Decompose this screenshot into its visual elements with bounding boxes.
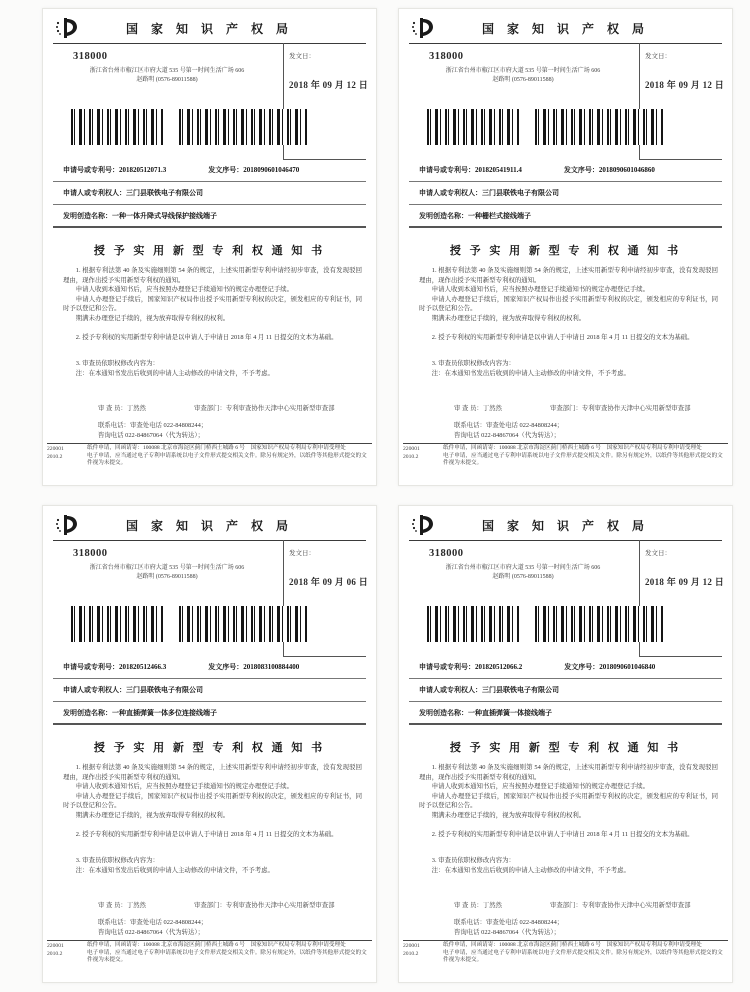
agency-title: 国 家 知 识 产 权 局 xyxy=(125,21,293,36)
barcode xyxy=(535,606,663,642)
body-paragraph-2: 2. 授予专利权的实用新型专利申请是以申请人于申请日 2018 年 4 月 11 日提交的文本为基础。 xyxy=(75,830,338,838)
barcode xyxy=(179,606,307,642)
form-code-2: 2010.2 xyxy=(403,454,419,460)
recipient-address xyxy=(417,67,629,85)
dispatch-date-value: 2018 年 09 月 12 日 xyxy=(645,577,725,587)
mailing-instructions xyxy=(87,445,368,468)
invention-name-value: 一种直插弹簧一体接线端子 xyxy=(468,708,552,717)
mailing-instructions-line-1: 纸件申请，回函请寄：100088 北京市海淀区蓟门桥西土城路 6 号 国家知识产权局专利局专利申请受理处 xyxy=(87,942,346,948)
dispatch-date-cell xyxy=(645,548,725,588)
application-number-row xyxy=(53,159,366,182)
examiner-label: 审 查 员： xyxy=(454,902,483,909)
mailing-instructions xyxy=(443,942,724,965)
dispatch-date-value: 2018 年 09 月 12 日 xyxy=(645,80,725,90)
notice-body xyxy=(63,763,362,875)
footer-rule xyxy=(403,940,728,941)
recipient-postal-code: 318000 xyxy=(429,51,464,62)
dispatch-number-value: 2018090601046470 xyxy=(243,166,300,174)
applicant-label: 申请人或专利权人： xyxy=(63,189,126,197)
department xyxy=(194,900,335,909)
examiner-label: 审 查 员： xyxy=(454,405,483,412)
recipient-address-line1: 浙江省台州市椒江区市府大道 535 号第一时间生活广场 606 xyxy=(89,565,245,571)
barcode xyxy=(71,606,163,642)
invention-name-label: 发明创造名称： xyxy=(419,211,468,220)
footer-rule xyxy=(403,443,728,444)
department xyxy=(194,403,335,412)
application-number-value: 201820541911.4 xyxy=(475,166,522,174)
department-name: 专利审查协作天津中心实用新型审查部 xyxy=(581,902,691,909)
body-paragraph-3-line-2: 注：在本通知书发出后收到的申请人主动修改的申请文件，不予考虑。 xyxy=(75,866,274,874)
patent-notice-document xyxy=(398,505,733,983)
body-paragraph-3-line-1: 3. 审查员依职权修改内容为： xyxy=(431,857,515,865)
applicant-label: 申请人或专利权人： xyxy=(419,189,482,197)
body-paragraph-1-line-2: 申请人收到本通知书后，应当按照办理登记手续通知书的规定办理登记手续。 xyxy=(431,286,650,294)
recipient-address-line2: 赵路明 (0576-89011588) xyxy=(492,574,554,580)
notice-title: 授 予 实 用 新 型 专 利 权 通 知 书 xyxy=(93,742,326,754)
form-code-2: 2010.2 xyxy=(403,951,419,957)
dispatch-date-cell xyxy=(645,51,725,91)
mailing-instructions xyxy=(443,445,724,468)
body-paragraph-1-line-3: 申请人办理登记手续后，国家知识产权局作出授予实用新型专利权的决定，颁发相应的专利证书，同时予以登记和公告。 xyxy=(419,792,718,810)
dispatch-date-value: 2018 年 09 月 12 日 xyxy=(289,80,369,90)
body-paragraph-3-line-2: 注：在本通知书发出后收到的申请人主动修改的申请文件，不予考虑。 xyxy=(75,369,274,377)
recipient-address xyxy=(61,67,273,85)
form-code-1: 220001 xyxy=(47,446,64,452)
application-number-label: 申请号或专利号： xyxy=(63,166,119,174)
examiner xyxy=(454,403,502,412)
department-label: 审查部门： xyxy=(549,405,582,412)
notice-title: 授 予 实 用 新 型 专 利 权 通 知 书 xyxy=(449,245,682,257)
sipo-logo-icon xyxy=(411,513,435,537)
application-number-row xyxy=(53,656,366,679)
department-name: 专利审查协作天津中心实用新型审查部 xyxy=(225,902,335,909)
mailing-instructions-line-1: 纸件申请，回函请寄：100088 北京市海淀区蓟门桥西土城路 6 号 国家知识产权局专利局专利申请受理处 xyxy=(443,942,702,948)
dispatch-number-value: 2018090601046860 xyxy=(598,166,655,174)
application-number-row xyxy=(409,656,722,679)
mailing-instructions xyxy=(87,942,368,965)
barcode xyxy=(427,606,519,642)
recipient-address-line1: 浙江省台州市椒江区市府大道 535 号第一时间生活广场 606 xyxy=(445,68,601,74)
contact-line-2: 咨询电话 022-84867064（代为转达）； xyxy=(98,929,204,936)
patent-notice-document xyxy=(42,505,377,983)
department xyxy=(550,900,691,909)
contact-line-2: 咨询电话 022-84867064（代为转达）； xyxy=(454,929,560,936)
recipient-address xyxy=(61,564,273,582)
body-paragraph-2: 2. 授予专利权的实用新型专利申请是以申请人于申请日 2018 年 4 月 11 日提交的文本为基础。 xyxy=(431,333,694,341)
body-paragraph-3-line-1: 3. 审查员依职权修改内容为： xyxy=(75,360,159,368)
agency-title: 国 家 知 识 产 权 局 xyxy=(125,518,293,533)
dispatch-date-cell xyxy=(289,548,369,588)
mailing-instructions-line-2: 电子申请，应当通过电子专利申请系统以电子文件形式提交相关文件。除另有规定外，以纸件等其他形式提交的文件视为未提交。 xyxy=(87,452,367,466)
department-label: 审查部门： xyxy=(549,902,582,909)
patent-notice-document xyxy=(398,8,733,486)
footer-rule xyxy=(47,443,372,444)
body-paragraph-1-line-3: 申请人办理登记手续后，国家知识产权局作出授予实用新型专利权的决定，颁发相应的专利证书，同时予以登记和公告。 xyxy=(419,295,718,313)
signature-row xyxy=(454,403,718,412)
barcode xyxy=(427,109,519,145)
header-rule xyxy=(409,43,722,44)
footer xyxy=(403,942,724,965)
footer-rule xyxy=(47,940,372,941)
dispatch-number-label: 发文序号： xyxy=(208,166,244,174)
applicant-value: 三门县联铁电子有限公司 xyxy=(126,686,203,694)
department xyxy=(550,403,691,412)
invention-name-label: 发明创造名称： xyxy=(63,211,112,220)
recipient-address-line2: 赵路明 (0576-89011588) xyxy=(136,574,198,580)
invention-name-label: 发明创造名称： xyxy=(419,708,468,717)
invention-name-value: 一种直插弹簧一体多位连接线端子 xyxy=(112,708,217,717)
form-codes xyxy=(47,942,87,965)
recipient-address-line1: 浙江省台州市椒江区市府大道 535 号第一时间生活广场 606 xyxy=(89,68,245,74)
body-paragraph-1-line-1: 1. 根据专利法第 40 条及实施细则第 54 条的规定，上述实用新型专利申请经初步审查，没有发现驳回理由，现作出授予实用新型专利权的通知。 xyxy=(419,764,718,781)
invention-name-value: 一种栅栏式接线端子 xyxy=(468,211,531,220)
header-rule xyxy=(409,540,722,541)
dispatch-date-label: 发文日： xyxy=(289,550,315,557)
contact-info xyxy=(98,421,207,441)
agency-title: 国 家 知 识 产 权 局 xyxy=(481,21,649,36)
document-header xyxy=(55,512,364,538)
invention-name-row xyxy=(53,205,366,228)
examiner xyxy=(454,900,502,909)
examiner-label: 审 查 员： xyxy=(98,405,127,412)
field-table xyxy=(53,656,366,725)
examiner xyxy=(98,403,146,412)
contact-info xyxy=(98,918,207,938)
body-paragraph-3-line-2: 注：在本通知书发出后收到的申请人主动修改的申请文件，不予考虑。 xyxy=(431,866,630,874)
form-code-1: 220001 xyxy=(403,943,420,949)
body-paragraph-1-line-1: 1. 根据专利法第 40 条及实施细则第 54 条的规定，上述实用新型专利申请经初步审查，没有发现驳回理由，现作出授予实用新型专利权的通知。 xyxy=(419,267,718,284)
application-number-label: 申请号或专利号： xyxy=(419,166,475,174)
recipient-address xyxy=(417,564,629,582)
examiner-name: 丁然然 xyxy=(126,405,146,412)
examiner-name: 丁然然 xyxy=(482,405,502,412)
barcode xyxy=(179,109,307,145)
invention-name-row xyxy=(53,702,366,725)
document-header xyxy=(411,512,720,538)
signature-row xyxy=(98,900,362,909)
footer xyxy=(403,445,724,468)
mailing-instructions-line-1: 纸件申请，回函请寄：100088 北京市海淀区蓟门桥西土城路 6 号 国家知识产权局专利局专利申请受理处 xyxy=(87,445,346,451)
field-table xyxy=(409,159,722,228)
body-paragraph-1-line-3: 申请人办理登记手续后，国家知识产权局作出授予实用新型专利权的决定，颁发相应的专利证书，同时予以登记和公告。 xyxy=(63,792,362,810)
field-table xyxy=(53,159,366,228)
notice-body xyxy=(419,763,718,875)
invention-name-row xyxy=(409,205,722,228)
applicant-row xyxy=(409,679,722,702)
recipient-postal-code: 318000 xyxy=(73,51,108,62)
body-paragraph-3-line-1: 3. 审查员依职权修改内容为： xyxy=(75,857,159,865)
body-paragraph-3-line-1: 3. 审查员依职权修改内容为： xyxy=(431,360,515,368)
body-paragraph-1-line-4: 期满未办理登记手续的，视为放弃取得专利权的权利。 xyxy=(431,314,586,322)
dispatch-number-label: 发文序号： xyxy=(563,166,599,174)
applicant-value: 三门县联铁电子有限公司 xyxy=(482,686,559,694)
contact-info xyxy=(454,421,563,441)
mailing-instructions-line-2: 电子申请，应当通过电子专利申请系统以电子文件形式提交相关文件。除另有规定外，以纸件等其他形式提交的文件视为未提交。 xyxy=(87,949,367,963)
document-header xyxy=(411,15,720,41)
invention-name-row xyxy=(409,702,722,725)
barcode xyxy=(535,109,663,145)
form-code-2: 2010.2 xyxy=(47,454,63,460)
applicant-value: 三门县联铁电子有限公司 xyxy=(482,189,559,197)
notice-title: 授 予 实 用 新 型 专 利 权 通 知 书 xyxy=(93,245,326,257)
examiner-label: 审 查 员： xyxy=(98,902,127,909)
applicant-row xyxy=(53,679,366,702)
dispatch-date-value: 2018 年 09 月 06 日 xyxy=(289,577,369,587)
header-rule xyxy=(53,43,366,44)
examiner-name: 丁然然 xyxy=(482,902,502,909)
application-number-row xyxy=(409,159,722,182)
body-paragraph-1-line-4: 期满未办理登记手续的，视为放弃取得专利权的权利。 xyxy=(75,314,230,322)
dispatch-date-cell xyxy=(289,51,369,91)
signature-row xyxy=(454,900,718,909)
sipo-logo-icon xyxy=(411,16,435,40)
contact-info xyxy=(454,918,563,938)
header-rule xyxy=(53,540,366,541)
dispatch-number-label: 发文序号： xyxy=(208,663,244,671)
form-code-2: 2010.2 xyxy=(47,951,63,957)
body-paragraph-2: 2. 授予专利权的实用新型专利申请是以申请人于申请日 2018 年 4 月 11 日提交的文本为基础。 xyxy=(75,333,338,341)
notice-title: 授 予 实 用 新 型 专 利 权 通 知 书 xyxy=(449,742,682,754)
body-paragraph-1-line-2: 申请人收到本通知书后，应当按照办理登记手续通知书的规定办理登记手续。 xyxy=(431,783,650,791)
contact-line-1: 联系电话：审查处电话 022-84808244； xyxy=(98,422,208,429)
notice-body xyxy=(63,266,362,378)
recipient-address-line2: 赵路明 (0576-89011588) xyxy=(136,77,198,83)
recipient-address-line2: 赵路明 (0576-89011588) xyxy=(492,77,554,83)
body-paragraph-1-line-3: 申请人办理登记手续后，国家知识产权局作出授予实用新型专利权的决定，颁发相应的专利证书，同时予以登记和公告。 xyxy=(63,295,362,313)
application-number-label: 申请号或专利号： xyxy=(419,663,475,671)
form-codes xyxy=(47,445,87,468)
form-code-1: 220001 xyxy=(403,446,420,452)
signature-row xyxy=(98,403,362,412)
applicant-value: 三门县联铁电子有限公司 xyxy=(126,189,203,197)
recipient-postal-code: 318000 xyxy=(429,548,464,559)
examiner xyxy=(98,900,146,909)
body-paragraph-1-line-4: 期满未办理登记手续的，视为放弃取得专利权的权利。 xyxy=(75,811,230,819)
department-name: 专利审查协作天津中心实用新型审查部 xyxy=(581,405,691,412)
dispatch-date-label: 发文日： xyxy=(289,53,315,60)
mailing-instructions-line-1: 纸件申请，回函请寄：100088 北京市海淀区蓟门桥西土城路 6 号 国家知识产权局专利局专利申请受理处 xyxy=(443,445,702,451)
contact-line-1: 联系电话：审查处电话 022-84808244； xyxy=(454,422,564,429)
applicant-row xyxy=(409,182,722,205)
dispatch-number-value: 2018083100884400 xyxy=(243,663,300,671)
field-table xyxy=(409,656,722,725)
mailing-instructions-line-2: 电子申请，应当通过电子专利申请系统以电子文件形式提交相关文件。除另有规定外，以纸件等其他形式提交的文件视为未提交。 xyxy=(443,949,723,963)
barcode xyxy=(71,109,163,145)
form-codes xyxy=(403,445,443,468)
notice-body xyxy=(419,266,718,378)
contact-line-1: 联系电话：审查处电话 022-84808244； xyxy=(98,919,208,926)
document-header xyxy=(55,15,364,41)
recipient-address-line1: 浙江省台州市椒江区市府大道 535 号第一时间生活广场 606 xyxy=(445,565,601,571)
agency-title: 国 家 知 识 产 权 局 xyxy=(481,518,649,533)
dispatch-date-label: 发文日： xyxy=(645,550,671,557)
sipo-logo-icon xyxy=(55,16,79,40)
application-number-label: 申请号或专利号： xyxy=(63,663,119,671)
body-paragraph-2: 2. 授予专利权的实用新型专利申请是以申请人于申请日 2018 年 4 月 11 日提交的文本为基础。 xyxy=(431,830,694,838)
examiner-name: 丁然然 xyxy=(126,902,146,909)
patent-notice-document xyxy=(42,8,377,486)
dispatch-date-label: 发文日： xyxy=(645,53,671,60)
body-paragraph-3-line-2: 注：在本通知书发出后收到的申请人主动修改的申请文件，不予考虑。 xyxy=(431,369,630,377)
application-number-value: 201820512066.2 xyxy=(475,663,523,671)
body-paragraph-1-line-1: 1. 根据专利法第 40 条及实施细则第 54 条的规定，上述实用新型专利申请经初步审查，没有发现驳回理由，现作出授予实用新型专利权的通知。 xyxy=(63,764,362,781)
application-number-value: 201820512071.3 xyxy=(119,166,167,174)
applicant-label: 申请人或专利权人： xyxy=(63,686,126,694)
form-codes xyxy=(403,942,443,965)
department-label: 审查部门： xyxy=(193,405,226,412)
contact-line-2: 咨询电话 022-84867064（代为转达）； xyxy=(98,432,204,439)
applicant-row xyxy=(53,182,366,205)
invention-name-value: 一种一体升降式导线保护接线端子 xyxy=(112,211,217,220)
mailing-instructions-line-2: 电子申请，应当通过电子专利申请系统以电子文件形式提交相关文件。除另有规定外，以纸件等其他形式提交的文件视为未提交。 xyxy=(443,452,723,466)
recipient-postal-code: 318000 xyxy=(73,548,108,559)
contact-line-1: 联系电话：审查处电话 022-84808244； xyxy=(454,919,564,926)
invention-name-label: 发明创造名称： xyxy=(63,708,112,717)
contact-line-2: 咨询电话 022-84867064（代为转达）； xyxy=(454,432,560,439)
body-paragraph-1-line-4: 期满未办理登记手续的，视为放弃取得专利权的权利。 xyxy=(431,811,586,819)
dispatch-number-label: 发文序号： xyxy=(564,663,600,671)
form-code-1: 220001 xyxy=(47,943,64,949)
footer xyxy=(47,942,368,965)
sipo-logo-icon xyxy=(55,513,79,537)
body-paragraph-1-line-2: 申请人收到本通知书后，应当按照办理登记手续通知书的规定办理登记手续。 xyxy=(75,286,294,294)
body-paragraph-1-line-1: 1. 根据专利法第 40 条及实施细则第 54 条的规定，上述实用新型专利申请经初步审查，没有发现驳回理由，现作出授予实用新型专利权的通知。 xyxy=(63,267,362,284)
body-paragraph-1-line-2: 申请人收到本通知书后，应当按照办理登记手续通知书的规定办理登记手续。 xyxy=(75,783,294,791)
department-name: 专利审查协作天津中心实用新型审查部 xyxy=(225,405,335,412)
department-label: 审查部门： xyxy=(193,902,226,909)
footer xyxy=(47,445,368,468)
applicant-label: 申请人或专利权人： xyxy=(419,686,482,694)
dispatch-number-value: 2018090601046840 xyxy=(599,663,656,671)
application-number-value: 201820512466.3 xyxy=(119,663,167,671)
